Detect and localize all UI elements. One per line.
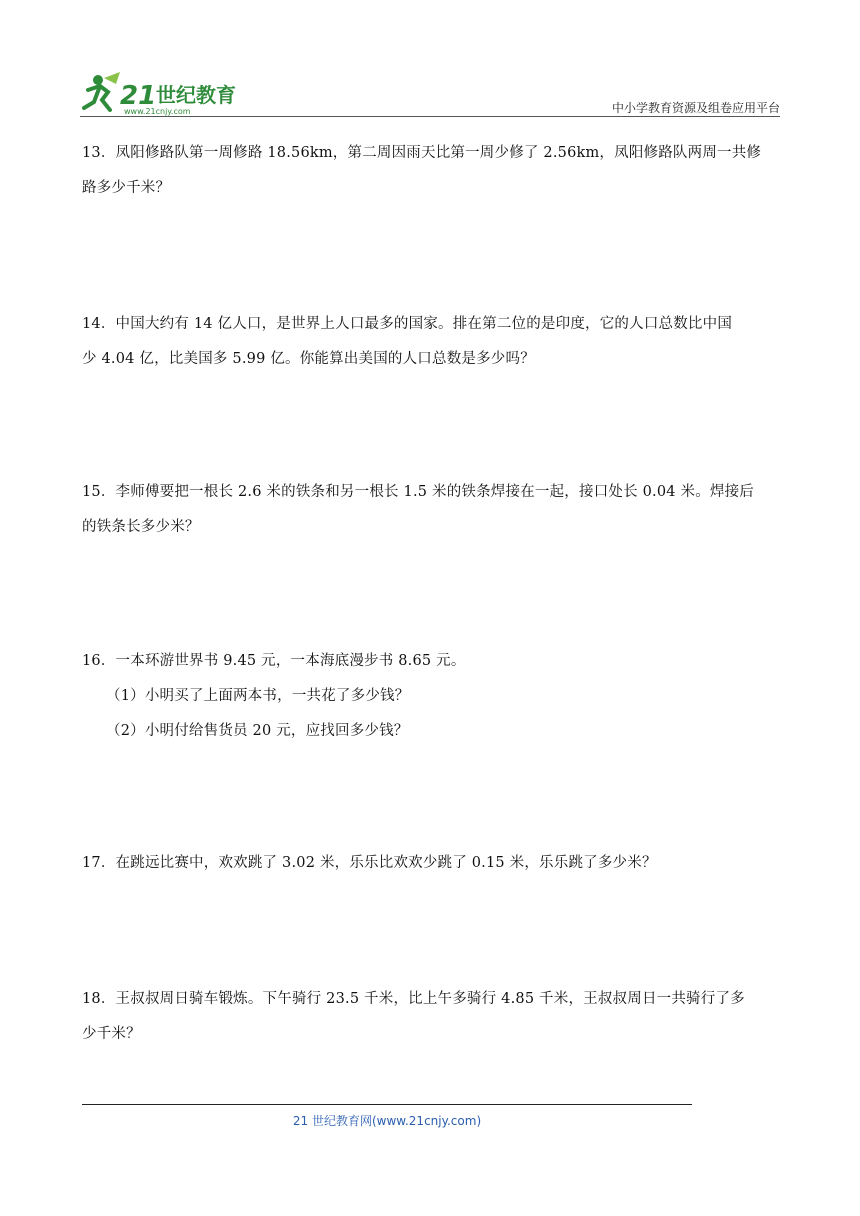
- question-14: [82, 307, 782, 377]
- page-header: [80, 60, 780, 120]
- svg-text:www.21cnjy.com: www.21cnjy.com: [124, 107, 191, 116]
- sub-question-2: （2）小明付给售货员 20 元，应找回多少钱？: [106, 723, 409, 739]
- footer-link[interactable]: 21 世纪教育网(www.21cnjy.com): [292, 1114, 482, 1128]
- question-line: 17．在跳远比赛中，欢欢跳了 3.02 米，乐乐比欢欢少跳了 0.15 米，乐乐跳了多少米？: [82, 855, 657, 871]
- question-line: 15．李师傅要把一根长 2.6 米的铁条和另一根长 1.5 米的铁条焊接在一起，接口处长 0.04 米。焊接后: [82, 484, 755, 500]
- question-line: 16．一本环游世界书 9.45 元，一本海底漫步书 8.65 元。: [82, 653, 466, 669]
- svg-text:世纪教育: 世纪教育: [156, 83, 236, 107]
- footer-divider: [82, 1104, 692, 1105]
- question-15: [82, 475, 782, 545]
- question-line: 14．中国大约有 14 亿人口，是世界上人口最多的国家。排在第二位的是印度，它的人口总数比中国: [82, 316, 733, 332]
- question-line: 少千米？: [82, 1026, 141, 1042]
- question-line: 少 4.04 亿，比美国多 5.99 亿。你能算出美国的人口总数是多少吗？: [82, 351, 535, 367]
- site-logo: [80, 68, 255, 118]
- question-16: [82, 644, 782, 749]
- question-line: 路多少千米？: [82, 180, 171, 196]
- question-line: 的铁条长多少米？: [82, 519, 200, 535]
- platform-name: 中小学教育资源及组卷应用平台: [611, 101, 780, 115]
- svg-text:21: 21: [120, 81, 157, 111]
- header-divider: [80, 116, 780, 117]
- question-line: 18．王叔叔周日骑车锻炼。下午骑行 23.5 千米，比上午多骑行 4.85 千米，王叔叔周日一共骑行了多: [82, 991, 745, 1007]
- question-13: [82, 136, 782, 206]
- question-line: 13．凤阳修路队第一周修路 18.56km，第二周因雨天比第一周少修了 2.56km，凤阳修路队两周一共修: [82, 145, 762, 161]
- sub-question-1: （1）小明买了上面两本书，一共花了多少钱？: [106, 688, 410, 704]
- question-18: [82, 982, 782, 1052]
- question-17: [82, 846, 782, 881]
